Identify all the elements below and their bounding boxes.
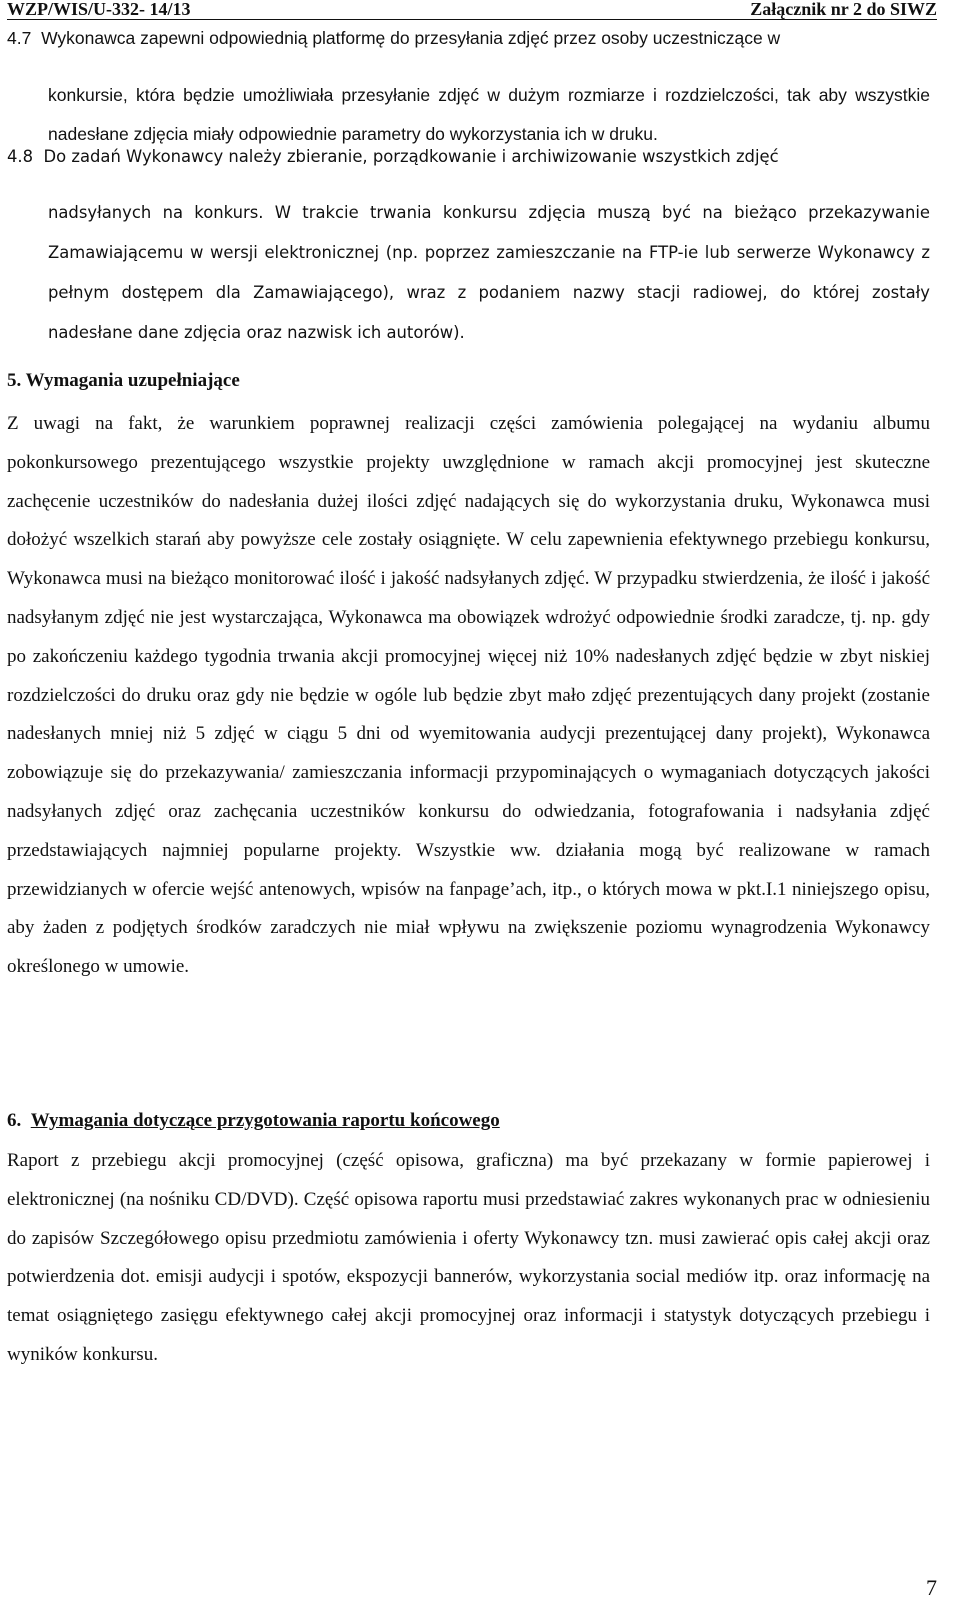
paragraph-4-8-body: nadsyłanych na konkurs. W trakcie trwania konkursu zdjęcia muszą być na bieżąco przekazywanie Zamawiającemu w wersji elektronicznej (np. poprzez zamieszczanie na FTP-ie lub serwerze Wykonawcy z pełnym dostępem dla Zamawiającego), wraz z podaniem nazwy stacji radiowej, do której zostały nadesłane dane zdjęcia oraz nazwisk ich autorów). [48,203,930,343]
paragraph-text: Do zadań Wykonawcy należy zbieranie, porządkowanie i archiwizowanie wszystkich zdjęć [43,147,779,166]
paragraph-4-7-first-line [7,19,930,59]
section-5-body: Z uwagi na fakt, że warunkiem poprawnej realizacji części zamówienia polegającej na wydaniu albumu pokonkursowego prezentującego wszystkie projekty uwzględnione w ramach akcji promocyjnej jest skuteczne zachęcenie uczestników do nadesłania dużej ilości zdjęć nadających się do wykorzystania druku, Wykonawca musi dołożyć wszelkich starań aby powyższe cele zostały osiągnięte. W celu zapewnienia efektywnego przebiegu konkursu, Wykonawca musi na bieżąco monitorować ilość i jakość nadsyłanych zdjęć. W przypadku stwierdzenia, że ilość i jakość nadsyłanym zdjęć nie jest wystarczająca, Wykonawca ma obowiązek wdrożyć odpowiednie środki zaradcze, tj. np. gdy po zakończeniu każdego tygodnia trwania akcji promocyjnej więcej niż 10% nadesłanych zdjęć będzie w zbyt niskiej rozdzielczości do druku oraz gdy nie będzie w ogóle lub będzie zbyt mało zdjęć prezentujących dany projekt (zostanie nadesłanych mniej niż 5 zdjęć w ciągu 5 dni od wyemitowania audycji prezentującej dany projekt), Wykonawca zobowiązuje się do przekazywania/ zamieszczania informacji przypominających o wymaganiach dotyczących jakości nadsyłanych zdjęć oraz zachęcania uczestników konkursu do odwiedzania, fotografowania i nadsyłania zdjęć przedstawiających najmniej popularne projekty. Wszystkie ww. działania mogą być realizowane w ramach przewidzianych w ofercie wejść antenowych, wpisów na fanpage’ach, itp., o których mowa w pkt.I.1 niniejszego opisu, aby żaden z podjętych środków zaradczych nie miał wpływu na zwiększenie poziomu wynagrodzenia Wykonawcy określonego w umowie. [7,413,930,978]
section-6-heading [7,1107,500,1135]
section-5-heading: 5. Wymagania uzupełniające [7,370,240,391]
attachment-label: Załącznik nr 2 do SIWZ [750,0,937,19]
paragraph-number: 4.7 [7,28,32,48]
section-title: Wymagania dotyczące przygotowania raportu końcowego [30,1110,500,1131]
paragraph-4-7-body: konkursie, która będzie umożliwiała przesyłanie zdjęć w dużym rozmiarze i rozdzielczości, tak aby wszystkie nadesłane zdjęcia miały odpowiednie parametry do wykorzystania ich w druku. [48,84,930,144]
section-number: 6. [7,1110,22,1131]
paragraph-4-8-first-line [7,137,930,177]
document-reference: WZP/WIS/U-332- 14/13 [7,0,191,19]
paragraph-text: Wykonawca zapewni odpowiednią platformę do przesyłania zdjęć przez osoby uczestniczące w [41,28,781,48]
page-number: 7 [926,1575,937,1600]
page-header [7,0,937,18]
paragraph-number: 4.8 [7,147,34,166]
section-6-body: Raport z przebiegu akcji promocyjnej (część opisowa, graficzna) ma być przekazany w formie papierowej i elektronicznej (na nośniku CD/DVD). Część opisowa raportu musi przedstawiać zakres wykonanych prac w odniesieniu do zapisów Szczegółowego opisu przedmiotu zamówienia i oferty Wykonawcy tzn. musi zawierać opis całej akcji oraz potwierdzenia dot. emisji audycji i spotów, ekspozycji bannerów, wykorzystania social mediów itp. oraz informację na temat osiągniętego zasięgu efektywnego całej akcji promocyjnej oraz informacji i statystyk dotyczących przebiegu i wyników konkursu. [7,1150,930,1365]
